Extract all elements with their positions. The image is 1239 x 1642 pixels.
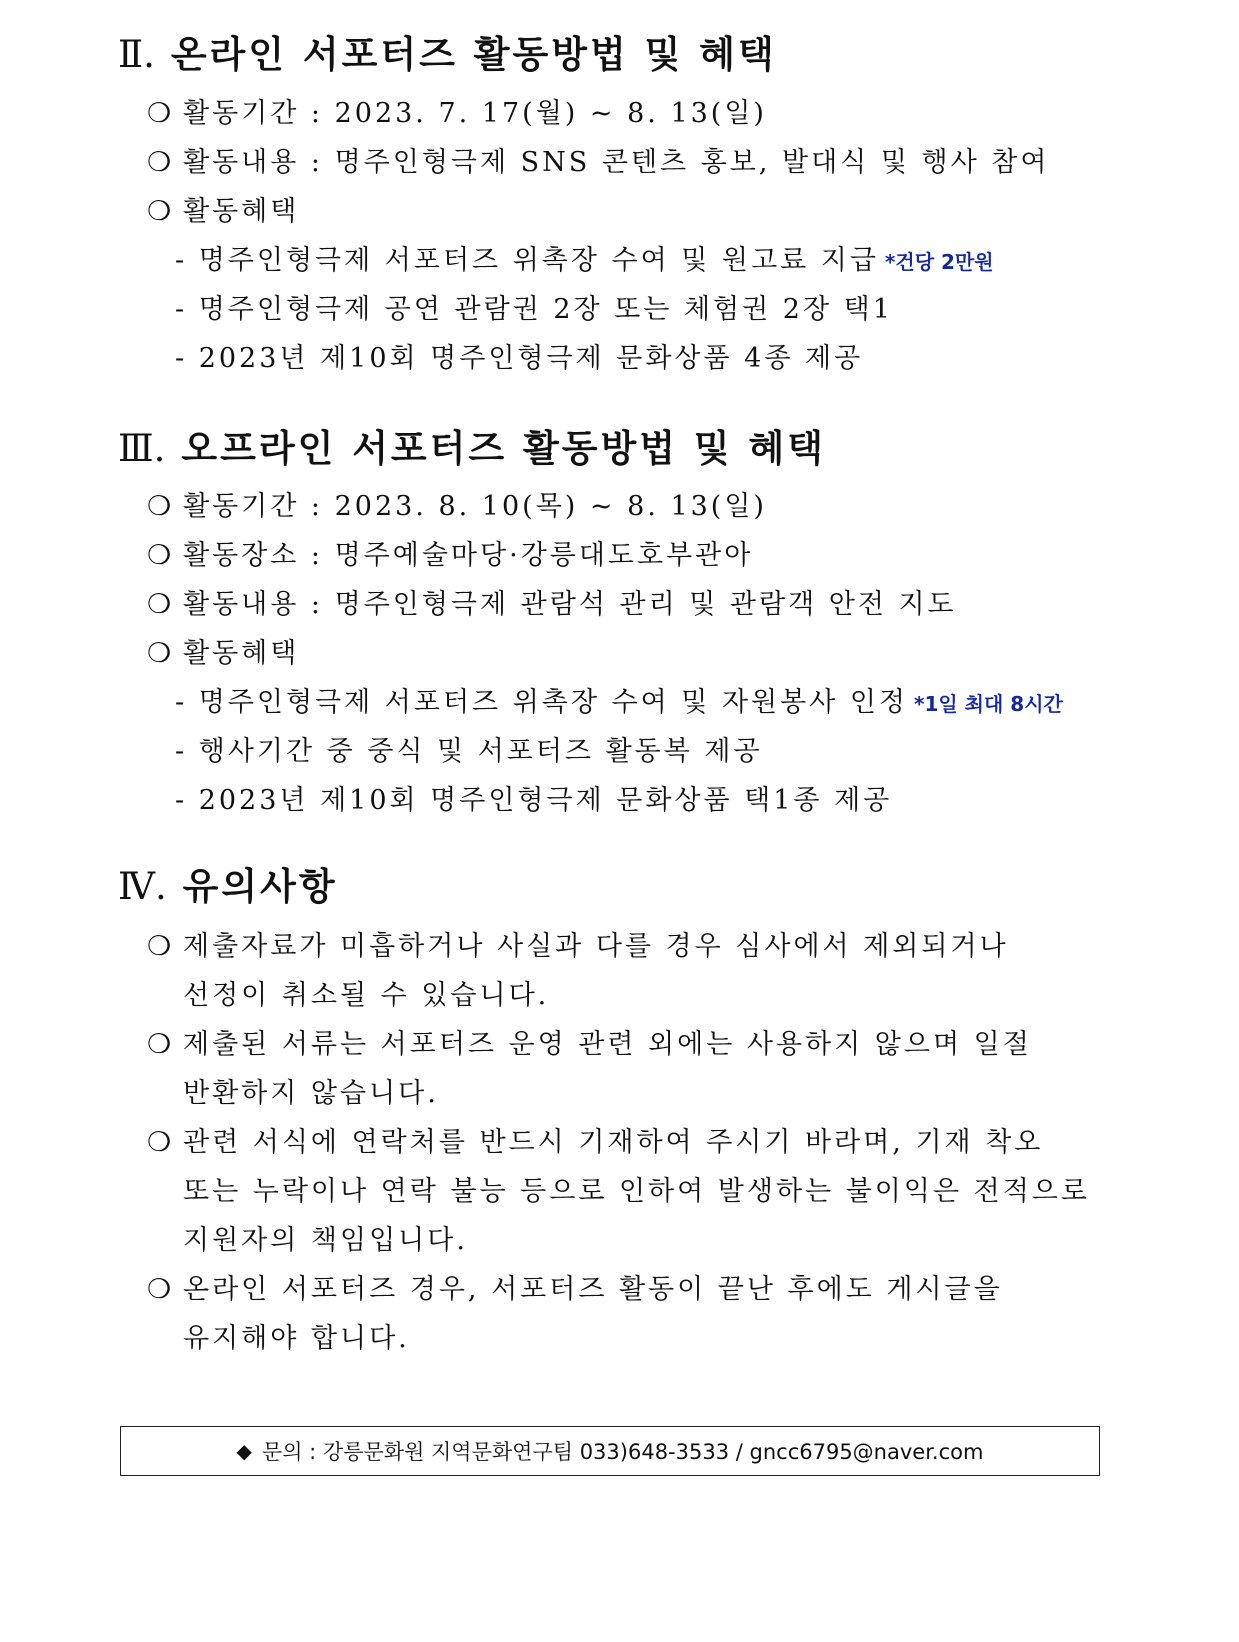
circle-bullet-icon: ❍: [147, 98, 172, 129]
section-title: 유의사항: [182, 865, 338, 908]
contact-text: 문의 : 강릉문화원 지역문화연구팀 033)648-3533 / gncc6795@naver.com: [261, 1440, 984, 1464]
bullet-text: 활동혜택: [183, 196, 300, 227]
circle-bullet-icon: ❍: [147, 1127, 172, 1158]
note-item: [147, 1031, 1032, 1058]
section-number: Ⅱ.: [118, 33, 155, 76]
bullet-item: [147, 640, 299, 667]
circle-bullet-icon: ❍: [147, 638, 172, 669]
circle-bullet-icon: ❍: [147, 931, 172, 962]
bullet-text: 활동기간 : 2023. 7. 17(월) ~ 8. 13(일): [183, 98, 767, 129]
bullet-item: [147, 493, 767, 520]
section-title: 오프라인 서포터즈 활동방법 및 혜택: [181, 427, 826, 470]
sub-item: [175, 787, 892, 814]
circle-bullet-icon: ❍: [147, 540, 172, 571]
bullet-item: [147, 591, 957, 618]
note-text: 관련 서식에 연락처를 반드시 기재하여 주시기 바라며, 기재 착오: [183, 1127, 1044, 1158]
circle-bullet-icon: ❍: [147, 147, 172, 178]
note-continuation: 선정이 취소될 수 있습니다.: [183, 980, 550, 1011]
sub-text: - 명주인형극제 서포터즈 위촉장 수여 및 원고료 지급: [175, 245, 879, 276]
note-text: 제출된 서류는 서포터즈 운영 관련 외에는 사용하지 않으며 일절: [183, 1029, 1032, 1060]
note-continuation: 또는 누락이나 연락 불능 등으로 인하여 발생하는 불이익은 전적으로: [183, 1176, 1090, 1207]
circle-bullet-icon: ❍: [147, 589, 172, 620]
section-heading-online: [118, 33, 777, 76]
footnote: *1일 최대 8시간: [914, 692, 1063, 716]
sub-item: [175, 296, 893, 323]
circle-bullet-icon: ❍: [147, 196, 172, 227]
circle-bullet-icon: ❍: [147, 1274, 172, 1305]
note-continuation: 반환하지 않습니다.: [183, 1078, 439, 1109]
note-item: [147, 1129, 1043, 1156]
section-title: 온라인 서포터즈 활동방법 및 혜택: [170, 33, 777, 76]
note-continuation: 지원자의 책임입니다.: [183, 1225, 468, 1256]
bullet-text: 활동장소 : 명주예술마당·강릉대도호부관아: [183, 540, 754, 571]
contact-box: [120, 1426, 1100, 1476]
bullet-item: [147, 100, 767, 127]
note-continuation: 유지해야 합니다.: [183, 1323, 410, 1354]
section-number: Ⅲ.: [118, 427, 166, 470]
circle-bullet-icon: ❍: [147, 1029, 172, 1060]
sub-text: - 명주인형극제 공연 관람권 2장 또는 체험권 2장 택1: [175, 294, 893, 325]
bullet-item: [147, 149, 1049, 176]
diamond-icon: ◆: [236, 1439, 252, 1463]
sub-item: [175, 247, 994, 274]
circle-bullet-icon: ❍: [147, 491, 172, 522]
sub-text: - 행사기간 중 중식 및 서포터즈 활동복 제공: [175, 736, 763, 767]
bullet-item: [147, 198, 299, 225]
sub-text: - 2023년 제10회 명주인형극제 문화상품 택1종 제공: [175, 785, 893, 816]
bullet-item: [147, 542, 753, 569]
note-text: 제출자료가 미흡하거나 사실과 다를 경우 심사에서 제외되거나: [183, 931, 1009, 962]
bullet-text: 활동혜택: [183, 638, 300, 669]
sub-text: - 명주인형극제 서포터즈 위촉장 수여 및 자원봉사 인정: [175, 687, 909, 718]
note-text: 온라인 서포터즈 경우, 서포터즈 활동이 끝난 후에도 게시글을: [183, 1274, 1003, 1305]
sub-item: [175, 345, 863, 372]
note-item: [147, 1276, 1003, 1303]
section-number: Ⅳ.: [118, 865, 167, 908]
bullet-text: 활동기간 : 2023. 8. 10(목) ~ 8. 13(일): [183, 491, 767, 522]
sub-item: [175, 689, 1063, 716]
bullet-text: 활동내용 : 명주인형극제 SNS 콘텐츠 홍보, 발대식 및 행사 참여: [183, 147, 1050, 178]
sub-item: [175, 738, 763, 765]
sub-text: - 2023년 제10회 명주인형극제 문화상품 4종 제공: [175, 343, 864, 374]
section-heading-offline: [118, 427, 826, 470]
bullet-text: 활동내용 : 명주인형극제 관람석 관리 및 관람객 안전 지도: [183, 589, 957, 620]
footnote: *건당 2만원: [884, 250, 994, 274]
note-item: [147, 933, 1009, 960]
section-heading-notes: [118, 865, 338, 908]
